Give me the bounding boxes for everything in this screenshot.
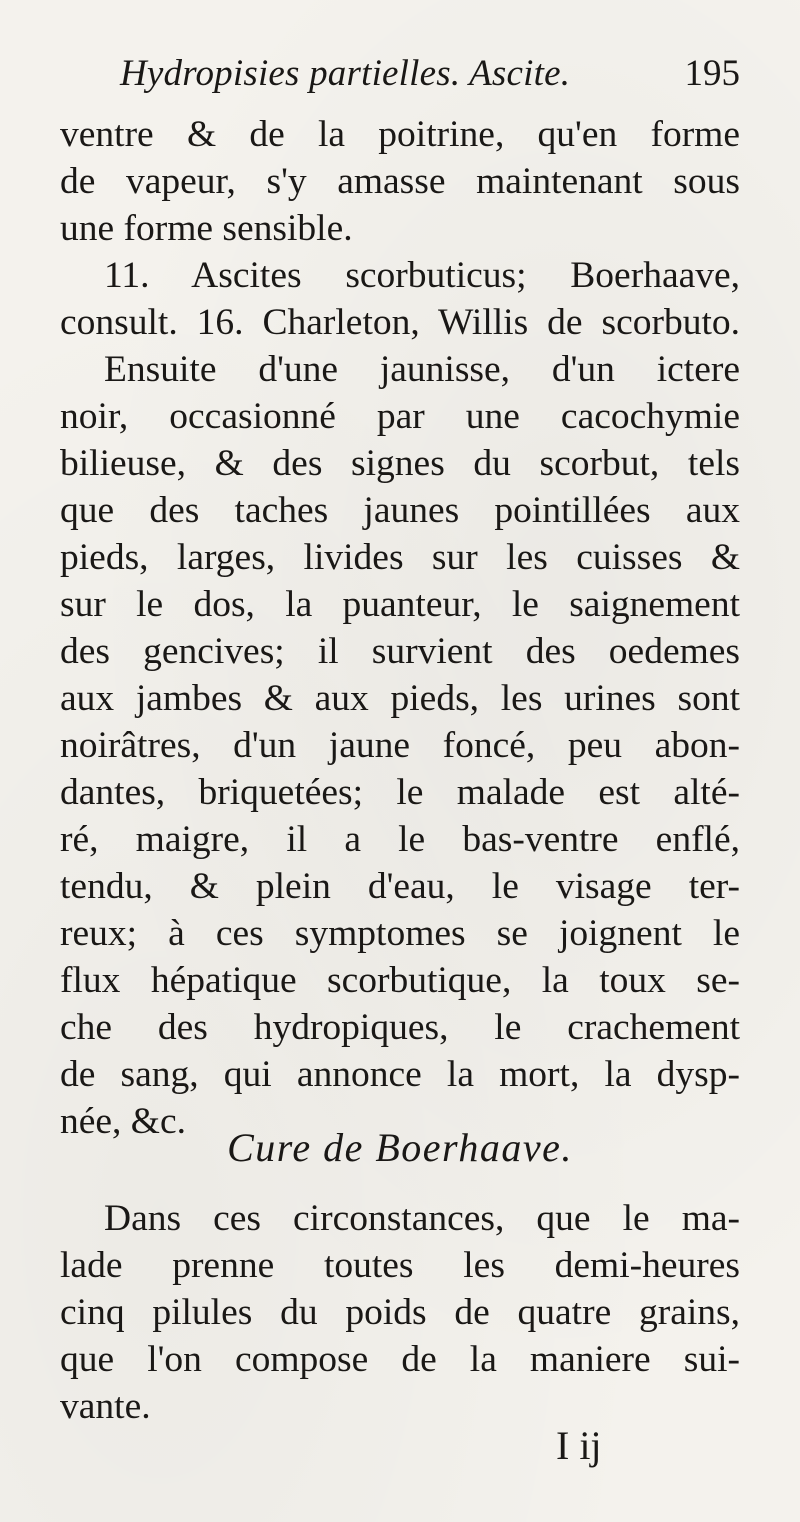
text-line: che des hydropiques, le crachement xyxy=(60,1007,740,1048)
text-line: de sang, qui annonce la mort, la dysp- xyxy=(60,1054,740,1095)
text-line: tendu, & plein d'eau, le visage ter- xyxy=(60,866,740,907)
text-line: ventre & de la poitrine, qu'en forme xyxy=(60,114,740,155)
text-line: vante. xyxy=(60,1386,151,1427)
text-line: noir, occasionné par une cacochymie xyxy=(60,396,740,437)
text-line: Dans ces circonstances, que le ma- xyxy=(104,1198,740,1239)
text-line: que des taches jaunes pointillées aux xyxy=(60,490,740,531)
text-line: noirâtres, d'un jaune foncé, peu abon- xyxy=(60,725,740,766)
text-line: consult. 16. Charleton, Willis de scorbuto. xyxy=(60,302,740,343)
page-number: 195 xyxy=(684,53,740,94)
text-line: 11. Ascites scorbuticus; Boerhaave, xyxy=(104,255,740,296)
text-line: pieds, larges, livides sur les cuisses & xyxy=(60,537,740,578)
text-line: dantes, briquetées; le malade est alté- xyxy=(60,772,740,813)
section-heading: Cure de Boerhaave. xyxy=(227,1125,573,1170)
text-line: de vapeur, s'y amasse maintenant sous xyxy=(60,161,740,202)
signature-mark: I ij xyxy=(556,1423,602,1468)
text-line: ré, maigre, il a le bas-ventre enflé, xyxy=(60,819,740,860)
text-line: aux jambes & aux pieds, les urines sont xyxy=(60,678,740,719)
running-header xyxy=(120,52,740,102)
running-title: Hydropisies partielles. Ascite. xyxy=(120,53,571,94)
text-line: lade prenne toutes les demi-heures xyxy=(60,1245,740,1286)
text-line: que l'on compose de la maniere sui- xyxy=(60,1339,740,1380)
text-line: une forme sensible. xyxy=(60,208,353,249)
text-line: née, &c. xyxy=(60,1101,186,1142)
text-line: Ensuite d'une jaunisse, d'un ictere xyxy=(104,349,740,390)
text-line: reux; à ces symptomes se joignent le xyxy=(60,913,740,954)
text-line: cinq pilules du poids de quatre grains, xyxy=(60,1292,740,1333)
text-line: bilieuse, & des signes du scorbut, tels xyxy=(60,443,740,484)
text-line: sur le dos, la puanteur, le saignement xyxy=(60,584,740,625)
text-line: des gencives; il survient des oedemes xyxy=(60,631,740,672)
text-line: flux hépatique scorbutique, la toux se- xyxy=(60,960,740,1001)
